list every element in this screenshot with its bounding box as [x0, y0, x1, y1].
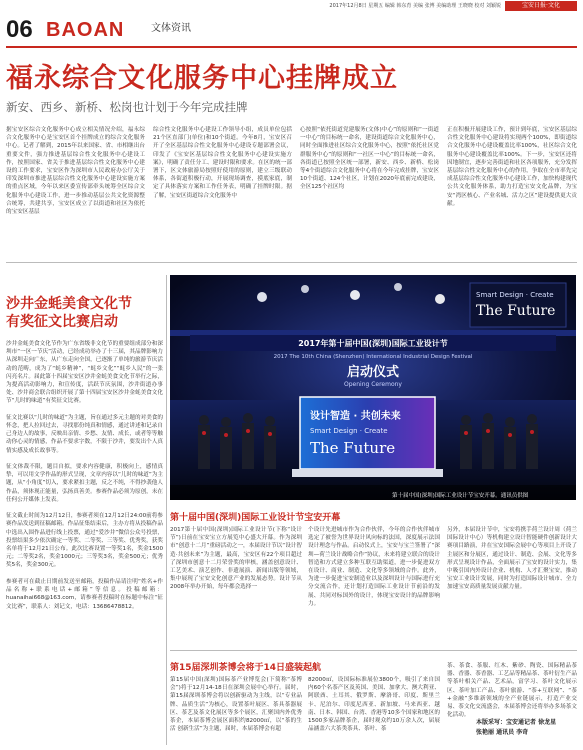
section-brand: BAOAN [46, 19, 125, 41]
masthead-rule [6, 46, 577, 48]
design-story-col-2: 个设计先进城市作为合作伙伴，今年的合作伙伴城市选定了被誉为世界设计风向标的法国，深度展示法国设计理念与作品。启动仪式上，宝安与宝兰签署了“深圳—荷兰设计战略合作”协议，未来将建立联合的设计智造和方式建立多种互联互助渠道，进一步促进双方在设计、商业、制造、文化等多领域的合作。此外，为进一步促进宝安制造业以及深圳设计与国际进行充分交流合作，还计划打造国际工业设计节前沿的发展、共同对标国外的设计，体现宝安设计的品牌影响力。 [308, 527, 440, 607]
masthead [6, 16, 577, 44]
slogan-en-2: The Future [310, 439, 396, 457]
corner-screen-future: The Future [476, 303, 556, 319]
column-divider [166, 275, 167, 745]
design-story-col-3: 另外，本届设计节中，宝安将携手荷兰设计周（荷兰国际设计中心）等机构建立设计智能硬件创新设计大赛项目路演，并在宝安国际会展中心等项目上开设了主展区和分展区，通过设计、制造、会展、文化等多形式呈现设计作品，全面展示了宝安的设计实力，集中吸引国内外设计企业、机构、人才汇聚宝安，推动宝安工业设计发展，同时为打造国际设计城市、全力加速宝安高质量发展贡献力量。 [447, 527, 577, 591]
photo-caption: 第十届中国(深圳)国际工业设计节宝安开幕。通讯员供图 [392, 493, 529, 499]
top-bar [0, 0, 583, 12]
section-divider [6, 262, 577, 263]
screen-title: 2017年第十届中国(深圳)国际工业设计节 [298, 339, 448, 348]
tea-story-col-3: 茶、茶食、茶服、红木、紫砂、陶瓷、国际精品茶器、香器、茶香器、工艺品等精品茶、茶叶衍生产品等茶叶相关产品、艺术品，富学习、茶叶文化展示区、茶叶加工产品、茶叶旅游、“茶+互联网”、“茶+金融”多维新领域的全产业链展示，打造产业交易、茶文化交流盛会，本届茶博会还将举办多场茶文化活动。 [447, 663, 577, 719]
main-story-col-4: 正在积极开展建设工作，预计到年底，宝安区基层综合性文化服务中心建设将实现两个100%，即街道综合文化服务中心建设覆盖比率100%，社区综合文化服务中心建设覆盖比率100%。下一步，宝安区还将因地制宜，逐步完善街道和社区各项服务，充分发挥基层综合性文化服务中心的作用，争取在全市率先完成基层综合性文化服务中心建设工作，加快构建现代公共文化服务体系，助力打造宝安文化品牌，为宝安“湾区核心、产业名城、活力之区”建设提供更大贡献。 [447, 127, 577, 207]
food-story-title-2: 有奖征文比赛启动 [6, 314, 118, 330]
issue-meta: 2017年12月8日 星期五 编辑 韩东育 美编 张博 美编助理 王晓晓 校对 刘颖锐 [329, 3, 501, 9]
corner-screen-en: Smart Design · Create [476, 291, 554, 299]
stage-illustration [170, 275, 576, 500]
newspaper-logo: 宝安日报·文化 [505, 1, 577, 11]
food-story-title-1: 沙井金蚝美食文化节 [6, 296, 132, 312]
festival-photo [170, 275, 576, 500]
section-name: 文体资讯 [151, 23, 191, 34]
main-subhead: 新安、西乡、新桥、松岗也计划于今年完成挂牌 [6, 100, 248, 114]
screen-subtitle: 2017 The 10th China (Shenzhen) International Industrial Design Festival [273, 354, 473, 360]
design-story-title: 第十届中国(深圳)国际工业设计节宝安开幕 [170, 513, 341, 523]
screen-opening: Opening Ceremony [344, 381, 402, 388]
tea-story-col-2: 82000㎡，设国际标准展位3800个，吸引了来自国内60个名茶产区及英国、美国、加拿大、澳大利亚、阿联酋、土耳其、俄罗斯、摩洛哥、印度、斯里兰卡、尼泊尔、印度尼西亚、新加坡、马来西亚、越南、日本、韩国、台湾、香港等10多个国家和地区的1500多家品牌茶企，届时观众约10万余人次，届展品涵盖六大茶类茶具、茶叶、茶 [308, 677, 440, 733]
slogan-en-1: Smart Design · Create [310, 427, 388, 435]
credit-line-1: 本版采写：宝安通记者 徐龙星 [476, 719, 557, 726]
main-headline: 福永综合文化服务中心挂牌成立 [6, 63, 398, 94]
design-story-col-1: 2017第十届中国(深圳)国际工业设计节(下称“设计节”)日前在宝安宝立方展览中心盛大开幕。作为深圳市“创意十二月”重磅活动之一，本届设计节以“设计智造·共创未来”为主题，最高，宝安区有22个项目超过了深圳市创意十二月荣誉奖的审核，涵盖创意设计、工艺美术、演艺创作、非遗展演、新闻出版等领域，集中展现了宝安文化创意产业的发展态势。设计节从2008年举办开始，每年都会选择一 [170, 527, 302, 591]
page-number: 06 [6, 16, 33, 43]
tea-story-col-1: 第15届中国(深圳)国际茶产业博览会(下简称“茶博会”)将于12月14-18日在深圳会展中心举行。届时，第15届深圳茶博会将以创新驱动为主线，以“专业品牌、品质生活”为核心，设置茶叶展区、茶具茶器展区、茶艺及茶文化展区等多个展区，汇聚国内外优秀茶企，本届茶博会展区面积约82000㎡，以“茶的生活 创新生活”为主题，届时，本届茶博会有超 [170, 677, 302, 733]
story-credits [476, 718, 556, 738]
screen-ceremony: 启动仪式 [346, 365, 400, 380]
tea-story-title: 第15届深圳茶博会将于14日盛装起航 [170, 663, 322, 673]
food-story-body: 沙井金蚝美食文化节作为广东省级非文化节的重要组成部分和深圳市“一区一节庆”活动，已经成功举办了十三届，其品牌影响力从深圳走向广东，从广东走向全国，已逐渐了单纯的旅游节庆活动的范畴，成为了“蚝乡精神”，“蚝乡文化”“蚝乡人民”的一张闪亮名片。届此第十四届宝安区沙井金蚝美食文化节举行之际，为提高活动影响力，和宣传度，活跃节庆氛围，沙井街道办事处、沙井商会联合组织开展了第十四届宝安区沙井金蚝美食文化节“儿时的味道”有奖征文比赛。 征文比赛以“儿时的味道”为主题，旨在通过多元主题的对美食的怀念，把人拉回过去，寻找那份纯真和情感，通过讲述和记录自己身边人的故事，反映出亲情、乡愁、友情、成长，或者等等触动你心灵的情感，作品不要求字数，不限于沙井，要发出个人真情实感及成长故事等。 征文体裁不限，题目自拟，要求内容健康，积极向上，感情真挚，可以用文学作品的形式呈现，文章内容以“儿时的味道”为主题，从“小角度”切入，要求紧扣主题，反之不纯，不得抄袭他人作品，须体现正能量，弘扬真善美。参赛作品必须为原创，未在任何公开媒体上发表。 征文截止时间为12月12日，参赛者须在12月12日24:00前将参赛作品发送到征稿邮箱。作品征集结束后，主办方将从投稿作品中选出入围作品进行线上投票，通过“爱沙井”微信公众号投票，投票结果多少依次确定一等奖、二等奖、三等奖、优秀奖，获奖名单将于12月21日公布。此次比赛设置一等奖1名，奖金1500元；二等奖2名，奖金1000元；三等奖3名，奖金500元；优秀奖5名，奖金300元。 参赛者可在截止日期前发送至邮箱，投稿作品请注明“姓名+作品名称+联系电话+邮箱”等信息。投稿邮箱：huanaihai668@163.com，请参赛者投稿时在标题中标注“征文比赛”，联系人：刘记文，电话：13686478812。 [6, 341, 163, 610]
slogan-cn: 设计智造 · 共创未来 [310, 411, 401, 422]
main-story-col-2: 综合性文化服务中心建设工作领导小组，成员单位包括21个区直部门(单位)和10个街道。今年8月，宝安区召开了全区基层综合性文化服务中心建设专题部署会议，印发了《宝安区基层综合性文化服务中心建设实施方案》，明确了责任分工、建设时限和要求。在区的统一部署下，区文体旅游局按照好使用的原则，建立三级联动体系，各街道积极行动，开展现场调查，摸底家底，制定了具体落实方案和工作任务表，明确了挂牌时限。据了解，宝安区街道综合文化服务中 [153, 127, 292, 199]
section-divider-2 [170, 650, 577, 651]
main-story-col-1: 据宝安区综合文化服务中心成立相关情况介绍，福永综合文化服务中心是宝安区首个挂牌成立的综合文化服务中心。记者了解到，2015年以来国家、省、市相继出台重要文件，强力推进基层综合性文化服务中心建设工作，按照国家、省关于推进基层综合性文化服务中心建设的工作要求，宝安区作为深圳市人民政府办公厅关于印发深圳市推进基层综合性文化服务中心建设实施方案的重点区域，今年以来区委宣传部牵头统筹全区综合文化服务中心建设工作，进一步推动基层公共文化资源整合统筹，共建共享，宝安区成立了以街道和社区为依托的宝安区基层 [6, 127, 145, 216]
credit-line-2: 张艳丽 通讯员 李奇 [476, 729, 529, 736]
main-story-col-3: 心按照“依托街道党建服务(文体)中心”的原则和“一街道一中心”的目标统一命名，建设街道综合文化服务中心，同时全面推进社区综合文化服务中心，按照“依托社区党群服务中心”的原则和“一社区一中心”的目标统一命名，各街道已按照全区统一部署，新安、西乡、新桥、松岗等4个街道综合文化服务中心将在今年完成挂牌，宝安区10个街道、124个社区，计划在2020年底前完成建设，全区125个社区均 [300, 127, 439, 191]
